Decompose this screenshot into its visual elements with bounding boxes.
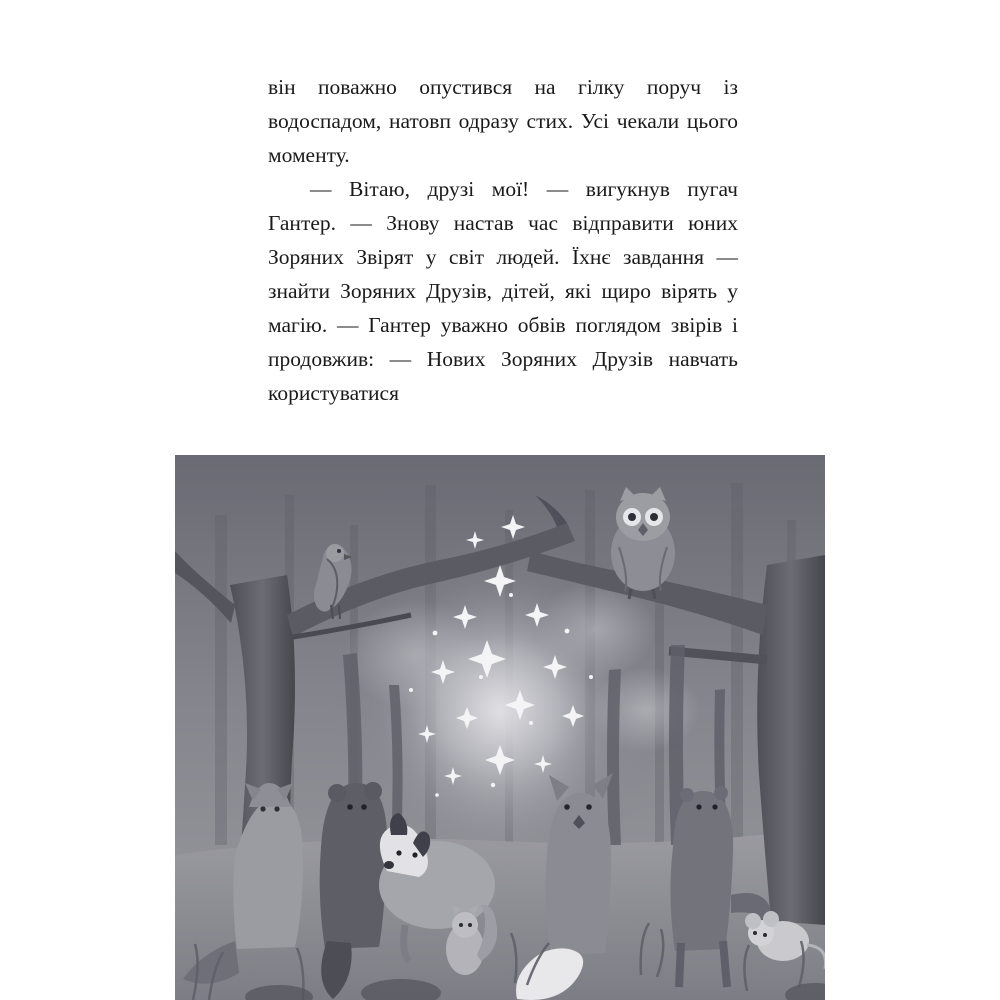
paragraph: він поважно опустився на гілку поруч із водоспадом, натовп одразу стих. Усі чекали цього моменту. (268, 75, 738, 167)
illustration-canvas (175, 455, 825, 1000)
paragraph: — Вітаю, друзі мої! — вигукнув пугач Гантер. — Знову настав час відправити юних Зоряних Звірят у світ людей. Їхнє завдання — знайти Зоряних Друзів, дітей, які щиро вірять у магію. — Гантер уважно обвів поглядом звірів і продовжив: — Нових Зоряних Друзів навчать користуватися (268, 177, 738, 405)
page-text (268, 70, 738, 410)
forest-clearing-illustration (175, 455, 825, 1000)
